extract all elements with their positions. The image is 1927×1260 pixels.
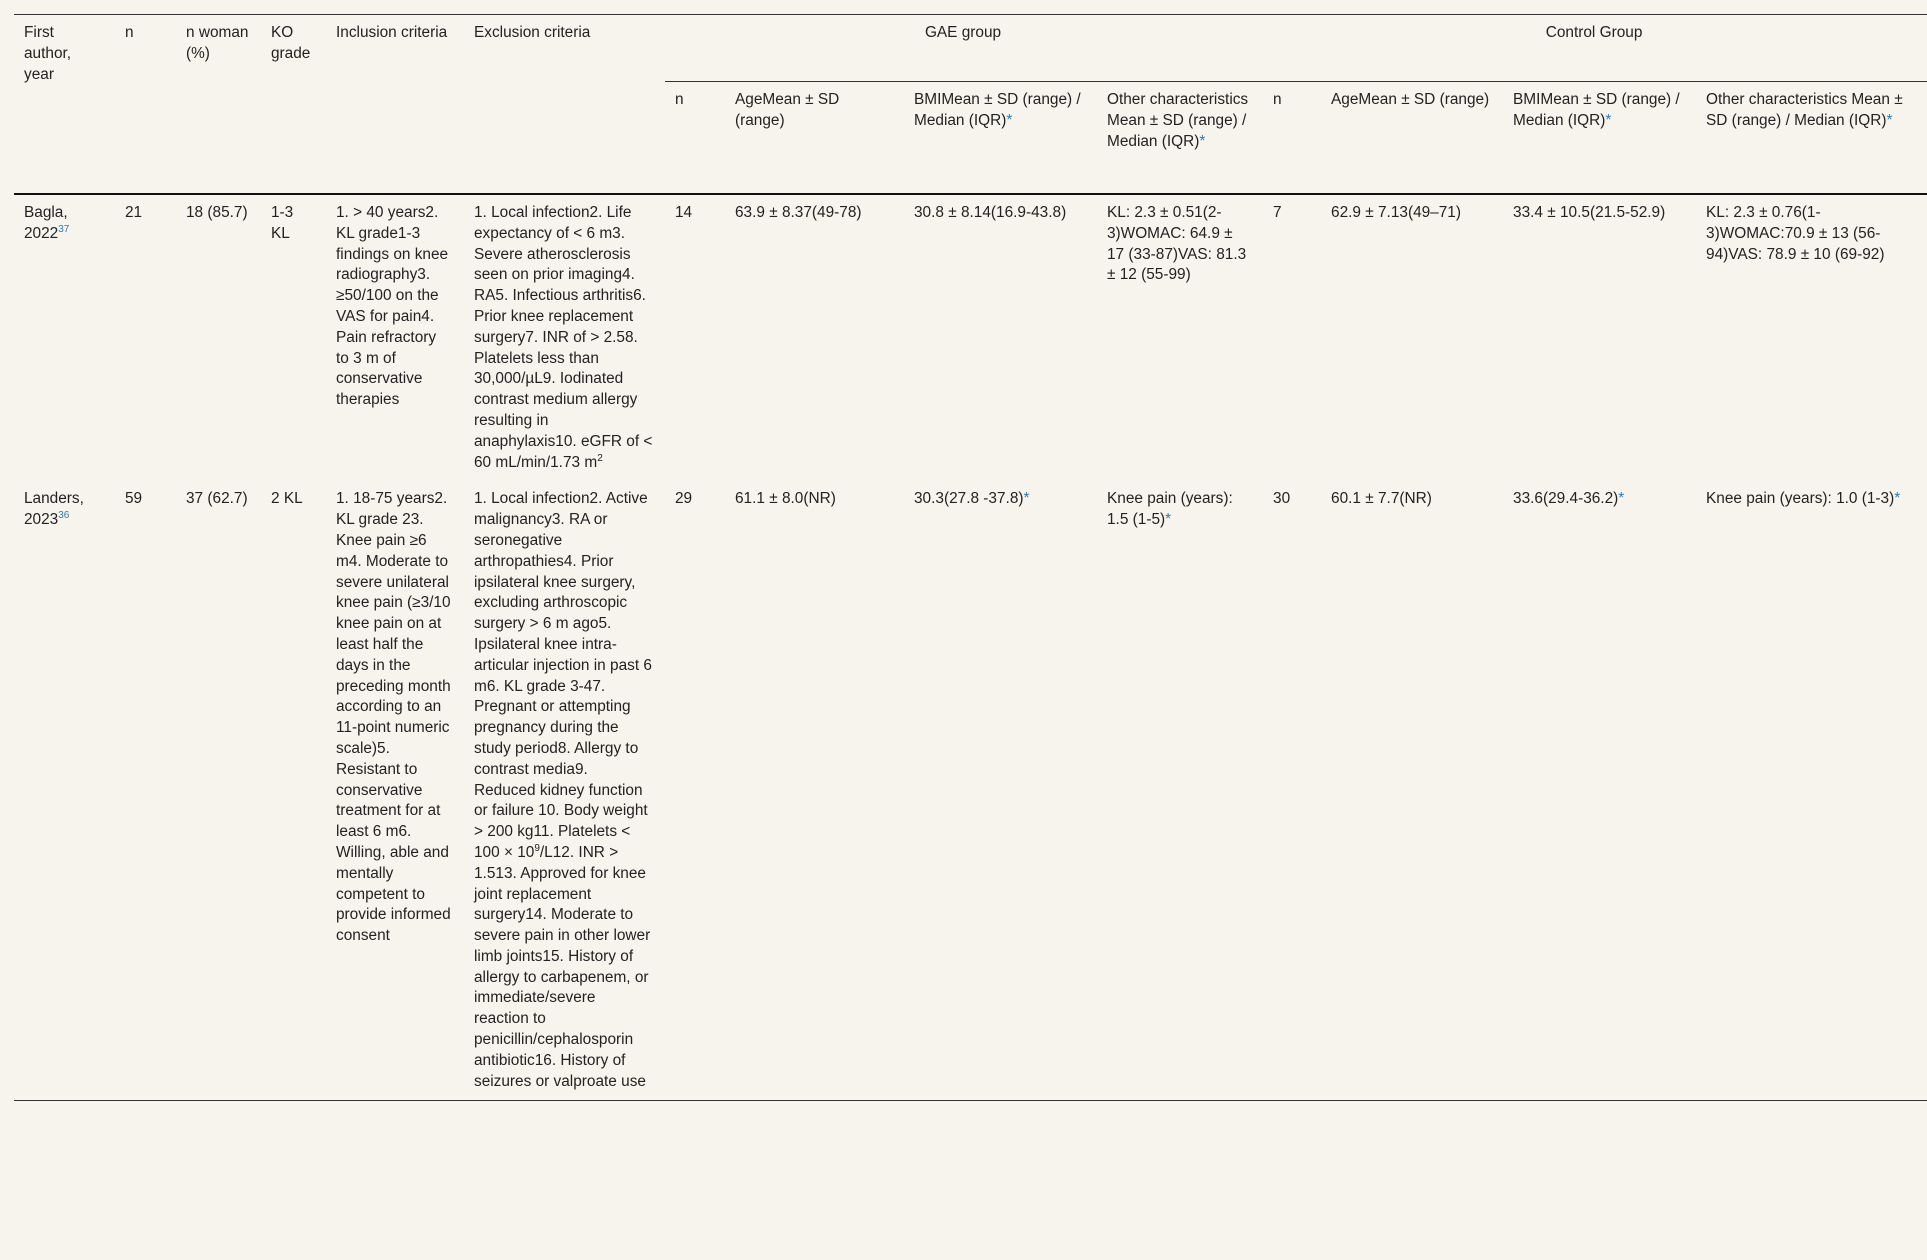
subheader-gae-age: AgeMean ± SD (range) [725,82,904,195]
subheader-ctrl-age: AgeMean ± SD (range) [1321,82,1503,195]
header-first-author: First author, year [14,15,115,195]
subheader-ctrl-n: n [1263,82,1321,195]
cell-gae-n: 29 [665,481,725,1101]
cell-gae-age: 61.1 ± 8.0(NR) [725,481,904,1101]
header-exclusion: Exclusion criteria [464,15,665,195]
subheader-ctrl-other: Other characteristics Mean ± SD (range) / Median (IQR)* [1696,82,1927,195]
reference-link[interactable]: 37 [58,223,70,235]
footnote-star: * [1894,490,1901,508]
cell-n: 59 [115,481,176,1101]
cell-author: Landers, 2023$^{36}$ [14,481,115,1101]
cell-gae-bmi: 30.3(27.8 -37.8)* [904,481,1097,1101]
subheader-ctrl-bmi: BMIMean ± SD (range) / Median (IQR)* [1503,82,1696,195]
cell-ctrl-bmi: 33.4 ± 10.5(21.5-52.9) [1513,204,1666,221]
cell-ctrl-n: 30 [1263,481,1321,1101]
cell-gae-other: Knee pain (years): 1.5 (1-5)* [1097,481,1263,1101]
cell-n: 21 [125,204,143,221]
header-ko-grade: KO grade [261,15,326,195]
cell-ctrl-age: 62.9 ± 7.13(49–71) [1331,204,1461,221]
cell-ctrl-bmi: 33.6(29.4-36.2)* [1503,481,1696,1101]
cell-exclusion: 1. Local infection2. Active malignancy3. RA or seronegative arthropathies4. Prior ipsilateral knee surgery, excluding arthroscopic surgery > 6 m ago5. Ipsilateral knee intra-articular injection in past 6 m6. KL grade 3-47. Pregnant or attempting pregnancy during the study period8. Allergy to contrast media9. Reduced kidney function or failure 10. Body weight > 200 kg11. Platelets < $100 \times 10^9/L12$. INR > 1.513. Approved for knee joint replacement surgery14. Moderate to severe pain in other lower limb joints15. History of allergy to carbapenem, or immediate/severe reaction to penicillin/cephalosporin antibiotic16. History of seizures or valproate use [464,481,665,1101]
cell-ctrl-other: Knee pain (years): 1.0 (1-3)* [1696,481,1927,1101]
cell-ctrl-other: KL: 2.3 ± 0.76(1-3)WOMAC:70.9 ± 13 (56-94)VAS: 78.9 ± 10 (69-92) [1706,204,1885,263]
cell-ctrl-age: 60.1 ± 7.7(NR) [1321,481,1503,1101]
footnote-star: * [1165,511,1172,529]
cell-ctrl-n: 7 [1273,204,1282,221]
cell-gae-age: 63.9 ± 8.37(49-78) [735,204,862,221]
table-row [14,481,1927,1101]
cell-inclusion: 1. 18-75 years2. KL grade 23. Knee pain ≥6 m4. Moderate to severe unilateral knee pain (≥3/10 knee pain on at least half the days in the preceding month according to an 11-point numeric scale)5. Resistant to conservative treatment for at least 6 m6. Willing, able and mentally competent to provide informed consent [326,481,464,1101]
subheader-gae-n: n [665,82,725,195]
header-inclusion: Inclusion criteria [326,15,464,195]
footnote-star: * [1199,132,1206,150]
header-control-group: Control Group [1263,15,1927,82]
cell-ko-grade: 2 KL [261,481,326,1101]
footnote-star: * [1605,111,1612,129]
footnote-star: * [1886,111,1893,129]
table-row [14,194,1927,481]
header-n-woman: n woman (%) [176,15,261,195]
cell-gae-bmi: 30.8 ± 8.14(16.9-43.8) [914,204,1067,221]
footnote-star: * [1618,490,1625,508]
cell-exclusion: 1. Local infection2. Life expectancy of < 6 m3. Severe atherosclerosis seen on prior imaging4. RA5. Infectious arthritis6. Prior knee replacement surgery7. INR of > 2.58. Platelets less than 30,000/µL9. Iodinated contrast medium allergy resulting in anaphylaxis10. eGFR of < 60 mL/min/1.73 $m^2$ [474,204,653,471]
cell-gae-other: KL: 2.3 ± 0.51(2-3)WOMAC: 64.9 ± 17 (33-87)VAS: 81.3 ± 12 (55-99) [1107,204,1247,284]
header-n: n [115,15,176,195]
reference-link[interactable]: 36 [58,510,70,522]
cell-gae-n: 14 [675,204,693,221]
cell-inclusion: 1. > 40 years2. KL grade1-3 findings on knee radiography3. ≥50/100 on the VAS for pain4. Pain refractory to 3 m of conservative therapies [336,204,449,409]
header-gae-group: GAE group [665,15,1263,82]
cell-author: Bagla, 2022$^{37}$ [24,204,70,242]
subheader-gae-bmi: BMIMean ± SD (range) / Median (IQR)* [904,82,1097,195]
footnote-star: * [1023,490,1030,508]
cell-n-woman: 18 (85.7) [186,204,248,221]
subheader-gae-other: Other characteristics Mean ± SD (range) / Median (IQR)* [1097,82,1263,195]
cell-ko-grade: 1-3 KL [271,204,294,242]
cell-n-woman: 37 (62.7) [176,481,261,1101]
characteristics-table [14,14,1927,1101]
footnote-star: * [1006,111,1013,129]
